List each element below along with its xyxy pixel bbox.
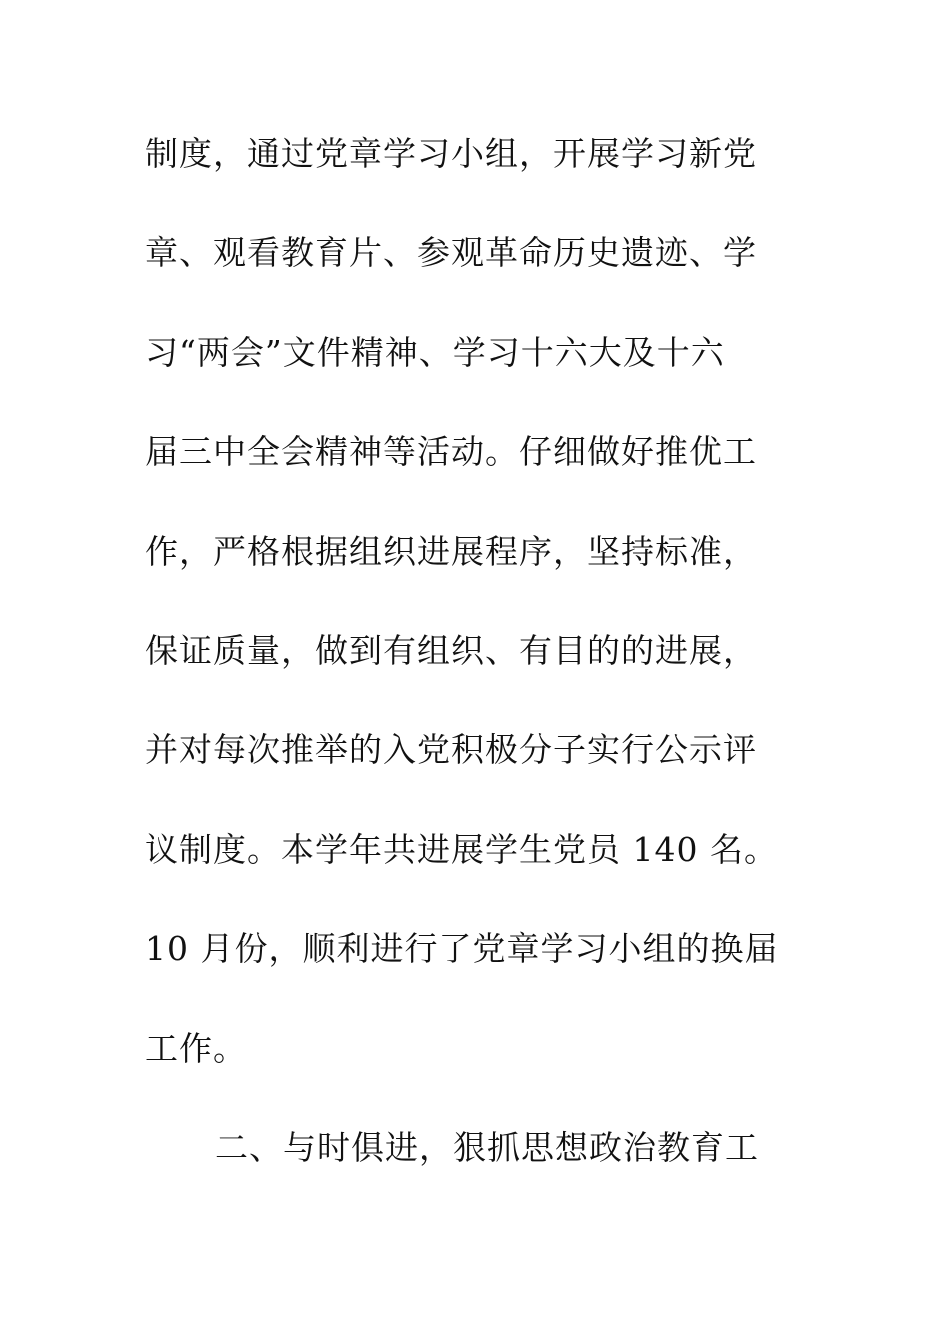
body-text-line: 工作。 [145,1029,247,1068]
body-text-line: 10 月份，顺利进行了党章学习小组的换届 [145,929,779,968]
body-text-line: 保证质量，做到有组织、有目的的进展， [145,631,757,670]
body-text-line: 章、观看教育片、参观革命历史遗迹、学 [145,233,757,272]
body-text-line: 届三中全会精神等活动。仔细做好推优工 [145,432,757,471]
body-text-line: 议制度。本学年共进展学生党员 140 名。 [145,830,778,869]
body-text-line: 并对每次推举的入党积极分子实行公示评 [145,730,757,769]
body-text-line: 习“两会”文件精神、学习十六大及十六 [145,333,725,372]
body-text-line: 作，严格根据组织进展程序，坚持标准， [145,532,757,571]
section-heading: 二、与时俱进，狠抓思想政治教育工 [215,1128,759,1167]
body-text-line: 制度，通过党章学习小组，开展学习新党 [145,134,757,173]
